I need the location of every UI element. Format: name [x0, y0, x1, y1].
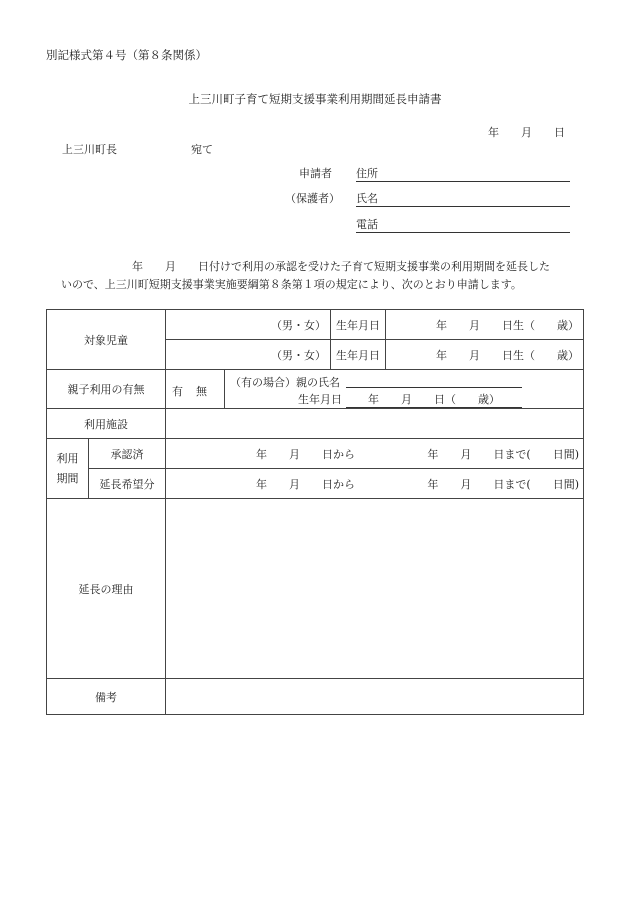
approved-from: 年 月 日から — [256, 447, 355, 461]
period-label-2: 期間 — [56, 471, 79, 485]
approved-period-field[interactable] — [166, 439, 584, 469]
gender-field-1[interactable]: （男・女） — [166, 310, 331, 340]
parent-use-label: 親子利用の有無 — [47, 370, 166, 409]
reason-field[interactable] — [166, 499, 584, 679]
period-label-1: 利用 — [56, 451, 79, 465]
facility-field[interactable] — [166, 409, 584, 439]
parent-birth-field[interactable]: 年 月 日（ 歳） — [346, 391, 522, 408]
body-text-line1: 年 月 日付けで利用の承認を受けた子育て短期支援事業の利用期間を延長した — [132, 260, 550, 273]
form-number: 別記様式第４号（第８条関係） — [46, 48, 207, 62]
address-label: 住所 — [356, 167, 378, 180]
application-table — [46, 309, 584, 715]
approved-label: 承認済 — [89, 439, 166, 469]
approved-to: 年 月 日まで( 日間) — [427, 447, 579, 461]
applicant-label: 申請者 — [299, 167, 332, 180]
remarks-label: 備考 — [47, 679, 166, 715]
gender-field-2[interactable]: （男・女） — [166, 340, 331, 370]
divider — [224, 370, 225, 408]
guardian-label: （保護者） — [285, 192, 340, 205]
period-label — [47, 439, 89, 499]
birth-label-2: 生年月日 — [331, 340, 386, 370]
facility-label: 利用施設 — [47, 409, 166, 439]
body-text-line2: いので、上三川町短期支援事業実施要綱第８条第１項の規定により、次のとおり申請します。 — [61, 278, 522, 291]
extension-label: 延長希望分 — [89, 469, 166, 499]
birth-field-1[interactable]: 年 月 日生（ 歳） — [386, 310, 584, 340]
parent-use-cell — [166, 370, 584, 409]
address-field[interactable] — [356, 165, 570, 182]
addressee-name: 上三川町長 — [62, 143, 117, 156]
if-yes-label: （有の場合）親の氏名 — [230, 376, 340, 389]
parent-birth-label: 生年月日 — [298, 393, 342, 406]
name-label: 氏名 — [356, 192, 378, 205]
name-field[interactable] — [356, 190, 570, 207]
birth-label-1: 生年月日 — [331, 310, 386, 340]
extension-from: 年 月 日から — [256, 477, 355, 491]
phone-field[interactable] — [356, 216, 570, 233]
target-child-label: 対象児童 — [47, 310, 166, 370]
parent-name-field[interactable] — [346, 374, 522, 388]
remarks-field[interactable] — [166, 679, 584, 715]
reason-label: 延長の理由 — [47, 499, 166, 679]
phone-label: 電話 — [356, 218, 378, 231]
yes-option[interactable]: 有 — [172, 385, 183, 398]
addressee-suffix: 宛て — [191, 143, 213, 156]
no-option[interactable]: 無 — [196, 385, 207, 398]
page-title: 上三川町子育て短期支援事業利用期間延長申請書 — [188, 92, 442, 106]
extension-to: 年 月 日まで( 日間) — [427, 477, 579, 491]
birth-field-2[interactable]: 年 月 日生（ 歳） — [386, 340, 584, 370]
date-line: 年 月 日 — [488, 126, 565, 139]
extension-period-field[interactable] — [166, 469, 584, 499]
